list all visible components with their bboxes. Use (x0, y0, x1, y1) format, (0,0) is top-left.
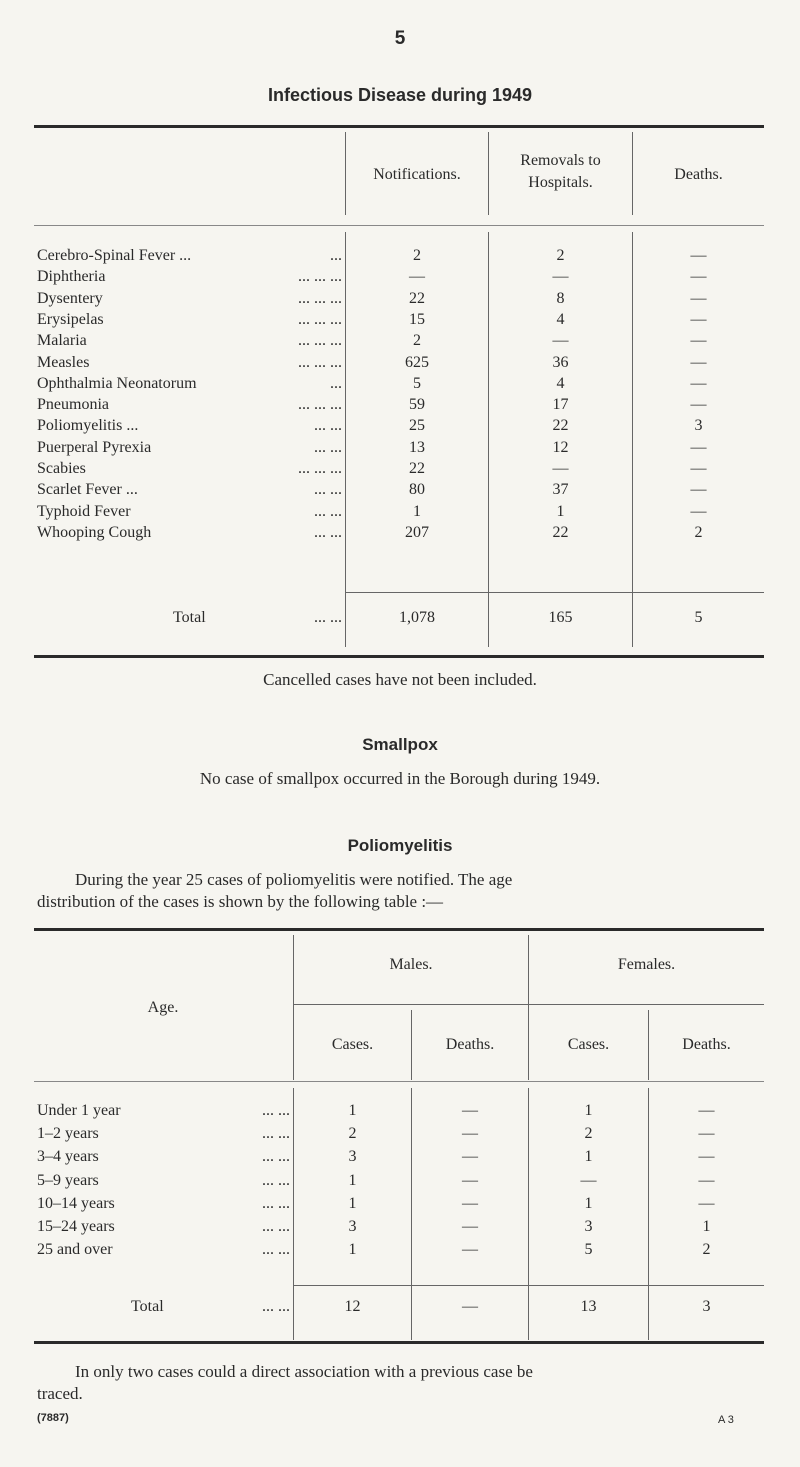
page-number: 5 (394, 28, 406, 49)
row-dots: ... ... (262, 1218, 290, 1235)
row-dots: ... ... (314, 481, 342, 498)
row-removals: 22 (552, 417, 569, 434)
total-male-deaths: — (462, 1298, 478, 1315)
row-label: Cerebro-Spinal Fever ... (37, 247, 192, 264)
row-dots: ... ... ... (298, 354, 342, 371)
polio-intro-line: distribution of the cases is shown by the following table :— (37, 892, 444, 911)
row-removals: 4 (556, 375, 565, 392)
row-dots: ... ... (262, 1195, 290, 1212)
row-female-deaths: — (698, 1148, 715, 1165)
row-dots: ... ... (262, 1172, 290, 1189)
row-male-cases: 1 (348, 1195, 357, 1212)
total-label: Total (173, 609, 206, 626)
row-label: Puerperal Pyrexia (37, 439, 152, 456)
row-age: 3–4 years (37, 1148, 99, 1165)
row-deaths: — (690, 290, 707, 307)
row-deaths: — (690, 439, 707, 456)
footer-code: (7887) (37, 1412, 69, 1424)
row-male-cases: 2 (348, 1125, 357, 1142)
row-notifications: 625 (405, 354, 429, 371)
row-label: Diphtheria (37, 268, 106, 285)
smallpox-text: No case of smallpox occurred in the Borough during 1949. (199, 769, 601, 788)
row-notifications: — (409, 268, 425, 285)
row-removals: 22 (552, 524, 569, 541)
table-bottom-rule (34, 1341, 764, 1344)
row-deaths: — (690, 460, 707, 477)
row-deaths: — (690, 375, 707, 392)
row-label: Dysentery (37, 290, 103, 307)
row-removals: 12 (552, 439, 569, 456)
row-female-deaths: — (698, 1172, 715, 1189)
total-label: Total (131, 1298, 164, 1315)
row-dots: ... ... (262, 1125, 290, 1142)
total-notifications: 1,078 (399, 609, 435, 626)
row-dots: ... (330, 375, 342, 392)
row-age: 10–14 years (37, 1195, 115, 1212)
row-age: 5–9 years (37, 1172, 99, 1189)
header-rule (34, 1081, 764, 1082)
row-notifications: 207 (405, 524, 429, 541)
header-notifications: Notifications. (373, 166, 461, 183)
table-top-rule (34, 928, 764, 931)
row-notifications: 25 (409, 417, 425, 434)
header-age: Age. (147, 999, 179, 1016)
row-deaths: — (690, 268, 707, 285)
total-dots: ... ... (314, 609, 342, 626)
row-female-deaths: — (698, 1125, 715, 1142)
females-subheader-rule (529, 1004, 764, 1005)
row-male-cases: 1 (348, 1102, 357, 1119)
header-female-cases: Cases. (567, 1036, 610, 1053)
row-male-cases: 1 (348, 1241, 357, 1258)
row-female-cases: 1 (584, 1102, 593, 1119)
row-removals: 2 (556, 247, 565, 264)
table-top-rule (34, 125, 764, 128)
closing-line: In only two cases could a direct association with a previous case be (75, 1362, 533, 1381)
row-deaths: 2 (694, 524, 703, 541)
row-female-cases: 1 (584, 1195, 593, 1212)
row-deaths: — (690, 503, 707, 520)
row-female-deaths: 2 (702, 1241, 711, 1258)
row-dots: ... ... ... (298, 460, 342, 477)
row-removals: 4 (556, 311, 565, 328)
row-dots: ... ... (262, 1102, 290, 1119)
row-dots: ... (330, 247, 342, 264)
polio-heading: Poliomyelitis (347, 836, 453, 855)
row-notifications: 1 (413, 503, 421, 520)
row-female-cases: 2 (584, 1125, 593, 1142)
smallpox-heading: Smallpox (362, 735, 438, 754)
row-male-deaths: — (462, 1172, 478, 1189)
row-dots: ... ... (314, 439, 342, 456)
row-notifications: 5 (413, 375, 421, 392)
row-male-deaths: — (462, 1148, 478, 1165)
row-male-deaths: — (462, 1241, 478, 1258)
row-removals: — (552, 460, 569, 477)
row-label: Ophthalmia Neonatorum (37, 375, 197, 392)
row-dots: ... ... ... (298, 396, 342, 413)
row-deaths: — (690, 481, 707, 498)
row-deaths: — (690, 311, 707, 328)
row-label: Malaria (37, 332, 87, 349)
row-dots: ... ... (262, 1148, 290, 1165)
row-age: 1–2 years (37, 1125, 99, 1142)
row-removals: — (552, 332, 569, 349)
page-title: Infectious Disease during 1949 (267, 85, 533, 105)
header-male-deaths: Deaths. (445, 1036, 495, 1053)
row-dots: ... ... (314, 503, 342, 520)
row-dots: ... ... (262, 1241, 290, 1258)
row-male-deaths: — (462, 1218, 478, 1235)
row-female-deaths: 1 (702, 1218, 711, 1235)
row-label: Whooping Cough (37, 524, 152, 541)
row-dots: ... ... (314, 524, 342, 541)
row-notifications: 22 (409, 290, 425, 307)
row-male-cases: 1 (348, 1172, 357, 1189)
row-label: Pneumonia (37, 396, 109, 413)
row-male-cases: 3 (348, 1218, 357, 1235)
row-deaths: 3 (694, 417, 703, 434)
header-males: Males. (389, 956, 433, 973)
row-label: Typhoid Fever (37, 503, 131, 520)
row-label: Scabies (37, 460, 86, 477)
row-dots: ... ... ... (298, 268, 342, 285)
header-male-cases: Cases. (331, 1036, 374, 1053)
row-deaths: — (690, 332, 707, 349)
row-label: Erysipelas (37, 311, 104, 328)
header-removals: Removals to Hospitals. (520, 152, 601, 191)
row-label: Scarlet Fever ... (37, 481, 138, 498)
row-age: 15–24 years (37, 1218, 115, 1235)
total-rule (294, 1285, 764, 1286)
row-label: Poliomyelitis ... (37, 417, 139, 434)
row-female-deaths: — (698, 1102, 715, 1119)
row-removals: 17 (552, 396, 569, 413)
row-deaths: — (690, 354, 707, 371)
row-male-deaths: — (462, 1125, 478, 1142)
row-removals: 1 (556, 503, 565, 520)
total-female-cases: 13 (580, 1298, 597, 1315)
total-male-cases: 12 (344, 1298, 361, 1315)
row-male-deaths: — (462, 1102, 478, 1119)
row-age: 25 and over (37, 1241, 113, 1258)
cancelled-note: Cancelled cases have not been included. (263, 670, 537, 689)
header-deaths: Deaths. (674, 166, 723, 183)
row-notifications: 2 (413, 332, 421, 349)
row-male-cases: 3 (348, 1148, 357, 1165)
row-female-cases: 1 (584, 1148, 593, 1165)
total-rule (346, 592, 764, 593)
row-dots: ... ... ... (298, 311, 342, 328)
row-female-cases: 3 (584, 1218, 593, 1235)
row-dots: ... ... (314, 417, 342, 434)
header-female-deaths: Deaths. (682, 1036, 731, 1053)
row-male-deaths: — (462, 1195, 478, 1212)
header-rule (34, 225, 764, 226)
row-dots: ... ... ... (298, 290, 342, 307)
row-notifications: 15 (409, 311, 425, 328)
total-removals: 165 (548, 609, 573, 626)
row-removals: 36 (552, 354, 569, 371)
footer-signature: A 3 (718, 1414, 734, 1426)
row-removals: 37 (552, 481, 569, 498)
row-age: Under 1 year (37, 1102, 121, 1119)
row-deaths: — (690, 396, 707, 413)
header-females: Females. (617, 956, 676, 973)
table-bottom-rule (34, 655, 764, 658)
row-notifications: 22 (409, 460, 425, 477)
row-female-deaths: — (698, 1195, 715, 1212)
row-notifications: 80 (409, 481, 425, 498)
total-female-deaths: 3 (702, 1298, 711, 1315)
closing-line: traced. (37, 1384, 83, 1403)
row-notifications: 13 (409, 439, 425, 456)
row-female-cases: — (580, 1172, 597, 1189)
total-dots: ... ... (262, 1298, 290, 1315)
row-notifications: 2 (413, 247, 421, 264)
row-dots: ... ... ... (298, 332, 342, 349)
total-deaths: 5 (694, 609, 703, 626)
polio-intro-line: During the year 25 cases of poliomyelitis were notified. The age (75, 870, 513, 889)
row-removals: — (552, 268, 569, 285)
row-female-cases: 5 (584, 1241, 593, 1258)
row-deaths: — (690, 247, 707, 264)
row-label: Measles (37, 354, 90, 371)
row-notifications: 59 (409, 396, 425, 413)
males-subheader-rule (294, 1004, 528, 1005)
row-removals: 8 (556, 290, 565, 307)
